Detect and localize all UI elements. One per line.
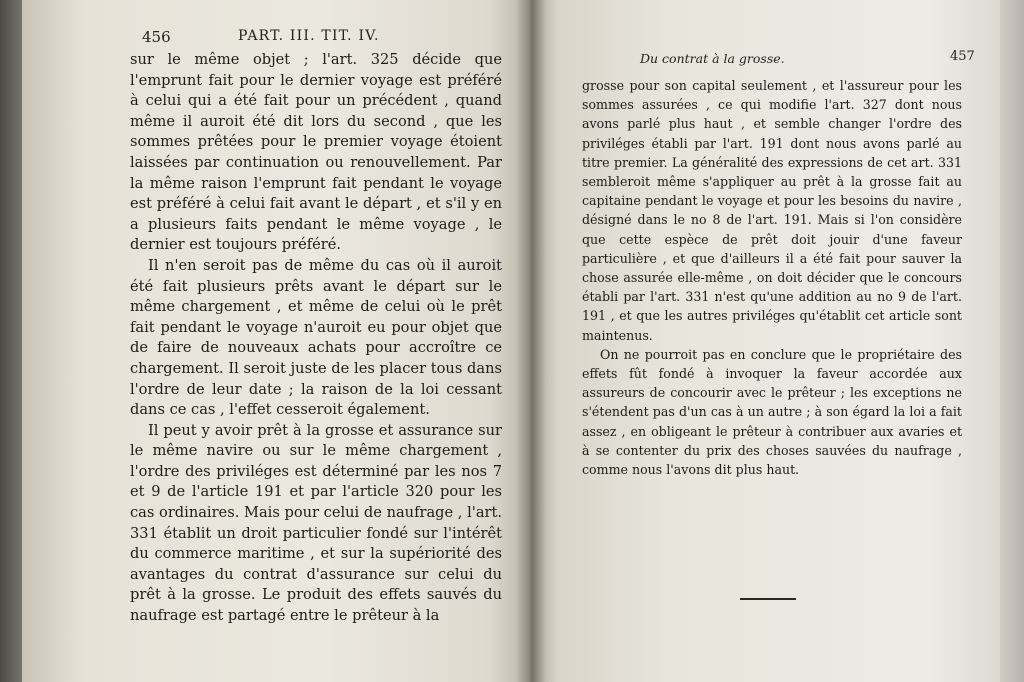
- right-paragraph-1: grosse pour son capital seulement , et l'assureur pour les sommes assurées , ce qui modifie l'art. 327 dont nous avons parlé plus haut , et semble changer l'ordre des priviléges établi par l'art. 191 dont nous avons parlé au titre premier. La généralité des expressions de cet art. 331 sembleroit même s'appliquer au prêt à la grosse fait au capitaine pendant le voyage et pour les besoins du navire , désigné dans le no 8 de l'art. 191. Mais si l'on considère que cette espèce de prêt doit jouir d'une faveur particulière , et que d'ailleurs il a été fait pour sauver la chose assurée elle-même , on doit décider que le concours établi par l'art. 331 n'est qu'une addition au no 9 de l'art. 191 , et que les autres priviléges qu'établit cet article sont maintenus.: [582, 78, 962, 343]
- left-page: [22, 0, 530, 682]
- left-paragraph-1: sur le même objet ; l'art. 325 décide que l'emprunt fait pour le dernier voyage est préféré à celui qui a été fait pour un précédent , quand même il auroit été dit lors du second , que les sommes prêtées pour le premier voyage étoient laissées par continuation ou renouvellement. Par la même raison l'emprunt fait pendant le voyage est préféré à celui fait avant le départ , et s'il y en a plusieurs faits pendant le même voyage , le dernier est toujours préféré.: [130, 51, 502, 254]
- right-running-head: Du contrat à la grosse.: [640, 51, 785, 66]
- right-page-number: 457: [950, 49, 975, 64]
- book-gutter-shadow: [516, 0, 546, 682]
- left-running-head: PART. III. TIT. IV.: [238, 28, 380, 44]
- right-page-body: [582, 76, 962, 479]
- left-page-number: 456: [142, 28, 171, 46]
- left-paragraph-2: Il n'en seroit pas de même du cas où il auroit été fait plusieurs prêts avant le départ sur le même chargement , et même de celui où le prêt fait pendant le voyage n'auroit eu pour objet que de faire de nouveaux achats pour accroître ce chargement. Il seroit juste de les placer tous dans l'ordre de leur date ; la raison de la loi cessant dans ce cas , l'effet cesseroit également.: [130, 256, 502, 419]
- right-page-edge: [1000, 0, 1024, 682]
- right-page: [530, 0, 1002, 682]
- end-rule-divider: [740, 598, 796, 600]
- right-paragraph-2: On ne pourroit pas en conclure que le propriétaire des effets fût fondé à invoquer la faveur accordée aux assureurs de concourir avec le prêteur ; les exceptions ne s'étendent pas d'un cas à un autre ; à son égard la loi a fait assez , en obligeant le prêteur à contribuer aux avaries et à se contenter du prix des choses sauvées du naufrage , comme nous l'avons dit plus haut.: [582, 346, 962, 478]
- left-page-body: [130, 50, 502, 627]
- left-paragraph-3: Il peut y avoir prêt à la grosse et assurance sur le même navire ou sur le même chargement , l'ordre des priviléges est déterminé par les nos 7 et 9 de l'article 191 et par l'article 320 pour les cas ordinaires. Mais pour celui de naufrage , l'art. 331 établit un droit particulier fondé sur l'intérêt du commerce maritime , et sur la supériorité des avantages du contrat d'assurance sur celui du prêt à la grosse. Le produit des effets sauvés du naufrage est partagé entre le prêteur à la: [130, 421, 502, 625]
